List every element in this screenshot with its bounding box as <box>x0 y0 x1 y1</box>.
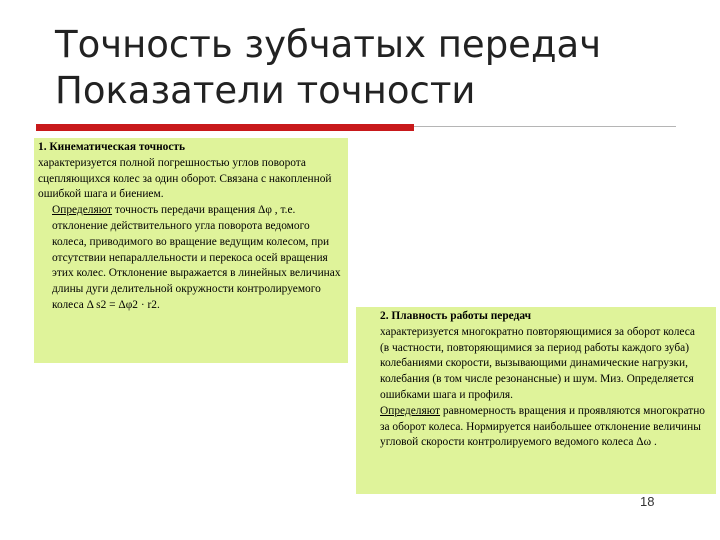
box2-definition-text: равномерность вращения и проявляются многократно за оборот колеса. Нормируется наибольшее отклонение величины угловой скорости контролируемого ведомого колеса Δω . <box>380 404 706 449</box>
box1-description: характеризуется полной погрешностью углов поворота сцепляющихся колес за один оборот. Связана с накопленной ошибкой шага и биением. <box>38 156 332 201</box>
title-line-2: Показатели точности <box>55 69 476 112</box>
box1-verb: Определяют <box>52 204 113 217</box>
box1-definition <box>38 203 344 314</box>
box2-definition <box>366 404 706 451</box>
title-accent-bar <box>36 124 414 131</box>
slide-title <box>55 22 705 114</box>
title-line-1: Точность зубчатых передач <box>55 23 602 66</box>
box1-heading: 1. Кинематическая точность <box>38 141 186 153</box>
smoothness-box <box>356 307 716 494</box>
box2-description: характеризуется многократно повторяющимися за оборот колеса (в частности, повторяющимися за период работы каждого зуба) колебаниями скорости, вызывающими динамические нагрузки, колебания (в том числе резонансные) и шум. Миз. Определяется ошибками шага и профиля. <box>380 325 695 401</box>
box1-definition-text: точность передачи вращения Δφ , т.е. отклонение действительного угла поворота ведомого колеса, приводимого во вращение ведущим колесом, при отсутствии непараллельности и перекоса осей вращения этих колес. Отклонение выражается в линейных величинах длины дуги делительной окружности контролируемого колеса Δ s2 = Δφ2 · r2. <box>52 204 341 311</box>
kinematic-accuracy-box <box>34 138 348 363</box>
box2-heading: 2. Плавность работы передач <box>380 310 532 322</box>
box2-verb: Определяют <box>380 404 441 417</box>
page-number: 18 <box>640 494 655 509</box>
